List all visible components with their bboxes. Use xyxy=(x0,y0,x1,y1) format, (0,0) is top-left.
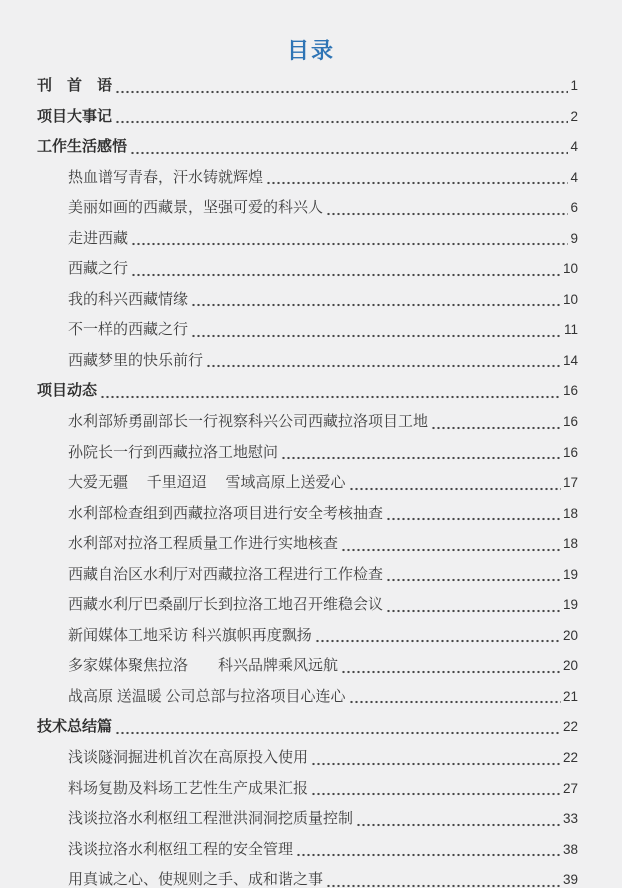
dot-leader xyxy=(266,163,568,194)
toc-entry-label: 用真诚之心、使规则之手、成和谐之事 xyxy=(68,872,324,888)
toc-entry[interactable] xyxy=(37,499,578,530)
dot-leader xyxy=(191,315,562,346)
dot-leader xyxy=(131,224,568,255)
toc-entry[interactable] xyxy=(37,712,578,743)
toc-entry-page: 33 xyxy=(562,811,578,827)
toc-entry-page: 38 xyxy=(562,841,578,857)
toc-entry-page: 18 xyxy=(562,536,578,552)
toc-entry[interactable] xyxy=(37,529,578,560)
toc-entry-page: 17 xyxy=(562,475,578,491)
toc-entry[interactable] xyxy=(37,407,578,438)
toc-entry-page: 9 xyxy=(570,230,578,246)
dot-leader xyxy=(386,590,561,621)
toc-entry-label: 料场复勘及料场工艺性生产成果汇报 xyxy=(68,780,309,797)
toc-entry-page: 21 xyxy=(562,688,578,704)
toc-entry-label: 西藏之行 xyxy=(68,261,129,278)
toc-entry[interactable] xyxy=(37,651,578,682)
toc-list xyxy=(0,66,622,888)
toc-entry-page: 16 xyxy=(562,414,578,430)
toc-entry-page: 10 xyxy=(562,291,578,307)
toc-entry-page: 16 xyxy=(562,444,578,460)
toc-entry-page: 11 xyxy=(563,322,578,338)
toc-entry[interactable] xyxy=(37,254,578,285)
toc-entry-label: 项目动态 xyxy=(37,382,98,400)
toc-entry[interactable] xyxy=(37,621,578,652)
dot-leader xyxy=(115,102,568,133)
toc-entry-page: 19 xyxy=(562,566,578,582)
dot-leader xyxy=(349,468,561,499)
toc-entry[interactable] xyxy=(37,346,578,377)
toc-entry-label: 水利部矫勇副部长一行视察科兴公司西藏拉洛项目工地 xyxy=(68,414,429,431)
dot-leader xyxy=(326,865,561,888)
dot-leader xyxy=(115,71,568,102)
toc-entry-label: 孙院长一行到西藏拉洛工地慰问 xyxy=(68,444,279,461)
dot-leader xyxy=(206,346,561,377)
dot-leader xyxy=(341,529,561,560)
dot-leader xyxy=(341,651,561,682)
toc-entry[interactable] xyxy=(37,560,578,591)
toc-entry[interactable] xyxy=(37,865,578,888)
toc-entry[interactable] xyxy=(37,102,578,133)
dot-leader xyxy=(296,835,561,866)
toc-entry-page: 22 xyxy=(562,719,578,735)
toc-entry-label: 热血谱写青春，汗水铸就辉煌 xyxy=(68,169,264,186)
toc-entry-label: 水利部检查组到西藏拉洛项目进行安全考核抽查 xyxy=(68,505,384,522)
dot-leader xyxy=(431,407,561,438)
toc-entry-page: 22 xyxy=(562,750,578,766)
dot-leader xyxy=(311,774,561,805)
toc-entry-label: 西藏水利厅巴桑副厅长到拉洛工地召开维稳会议 xyxy=(68,597,384,614)
dot-leader xyxy=(281,438,561,469)
toc-entry-label: 西藏自治区水利厅对西藏拉洛工程进行工作检查 xyxy=(68,566,384,583)
toc-entry[interactable] xyxy=(37,132,578,163)
toc-entry-page: 20 xyxy=(562,658,578,674)
dot-leader xyxy=(315,621,561,652)
toc-entry-label: 我的科兴西藏情缘 xyxy=(68,291,189,308)
toc-entry[interactable] xyxy=(37,804,578,835)
toc-entry[interactable] xyxy=(37,376,578,407)
dot-leader xyxy=(356,804,561,835)
dot-leader xyxy=(326,193,568,224)
dot-leader xyxy=(131,254,561,285)
dot-leader xyxy=(100,376,561,407)
toc-entry-label: 战高原 送温暖 公司总部与拉洛项目心连心 xyxy=(68,688,346,705)
toc-entry-page: 10 xyxy=(562,261,578,277)
dot-leader xyxy=(130,132,568,163)
toc-entry-page: 39 xyxy=(562,872,578,888)
dot-leader xyxy=(191,285,561,316)
toc-entry[interactable] xyxy=(37,468,578,499)
toc-entry[interactable] xyxy=(37,315,578,346)
toc-entry[interactable] xyxy=(37,193,578,224)
toc-entry[interactable] xyxy=(37,224,578,255)
toc-entry-label: 浅谈拉洛水利枢纽工程的安全管理 xyxy=(68,841,294,858)
toc-entry-label: 多家媒体聚焦拉洛 科兴品牌乘风远航 xyxy=(68,658,339,675)
toc-entry-label: 走进西藏 xyxy=(68,230,129,247)
toc-entry-label: 浅谈拉洛水利枢纽工程泄洪洞洞挖质量控制 xyxy=(68,811,354,828)
toc-entry-page: 16 xyxy=(562,383,578,399)
toc-entry-label: 水利部对拉洛工程质量工作进行实地核查 xyxy=(68,536,339,553)
toc-entry-label: 大爱无疆 千里迢迢 雪域高原上送爱心 xyxy=(68,475,346,492)
toc-entry-page: 4 xyxy=(570,139,578,155)
toc-entry[interactable] xyxy=(37,743,578,774)
toc-entry-page: 4 xyxy=(570,169,578,185)
toc-entry-label: 项目大事记 xyxy=(37,107,113,125)
dot-leader xyxy=(386,560,561,591)
toc-entry-page: 20 xyxy=(562,627,578,643)
dot-leader xyxy=(349,682,561,713)
toc-entry[interactable] xyxy=(37,285,578,316)
toc-entry-page: 18 xyxy=(562,505,578,521)
toc-entry-page: 6 xyxy=(570,200,578,216)
dot-leader xyxy=(386,499,561,530)
toc-entry[interactable] xyxy=(37,590,578,621)
toc-entry-label: 浅谈隧洞掘进机首次在高原投入使用 xyxy=(68,750,309,767)
toc-entry-label: 技术总结篇 xyxy=(37,718,113,736)
toc-entry[interactable] xyxy=(37,71,578,102)
toc-entry-page: 27 xyxy=(562,780,578,796)
toc-entry[interactable] xyxy=(37,163,578,194)
toc-entry-page: 1 xyxy=(570,78,578,93)
toc-entry-label: 西藏梦里的快乐前行 xyxy=(68,352,204,369)
toc-entry-label: 工作生活感悟 xyxy=(37,138,128,156)
toc-entry-page: 19 xyxy=(562,597,578,613)
toc-entry-page: 14 xyxy=(562,352,578,368)
toc-entry[interactable] xyxy=(37,682,578,713)
toc-entry-label: 不一样的西藏之行 xyxy=(68,322,189,339)
toc-entry[interactable] xyxy=(37,438,578,469)
toc-entry[interactable] xyxy=(37,835,578,866)
toc-entry-page: 2 xyxy=(570,108,578,124)
toc-entry-label: 新闻媒体工地采访 科兴旗帜再度飘扬 xyxy=(68,627,312,644)
toc-entry[interactable] xyxy=(37,774,578,805)
dot-leader xyxy=(115,712,561,743)
toc-entry-label: 美丽如画的西藏景，坚强可爱的科兴人 xyxy=(68,200,324,217)
toc-entry-label: 刊 首 语 xyxy=(37,77,113,94)
dot-leader xyxy=(311,743,561,774)
page-title: 目录 xyxy=(286,38,335,63)
